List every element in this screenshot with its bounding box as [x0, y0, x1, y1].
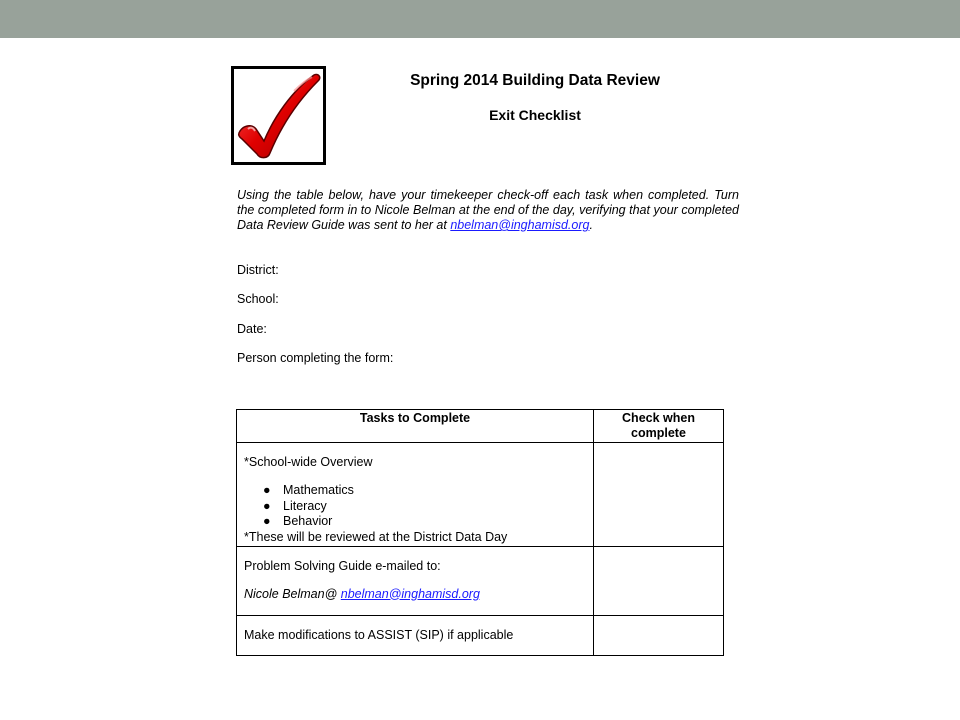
table-row — [237, 546, 724, 615]
list-item-label: Behavior — [283, 514, 333, 528]
instructions-end: . — [589, 218, 593, 232]
instructions-text: Using the table below, have your timekeeper check-off each task when completed. Turn the completed form in to Nicole Belman at the end of the day, verifying that your completed Data Review Guide was sent to her at — [237, 188, 739, 232]
list-item — [263, 499, 586, 515]
table-row — [237, 443, 724, 547]
task-cell — [237, 443, 594, 547]
checkmark-icon — [234, 69, 323, 162]
task-cell — [237, 546, 594, 615]
subject-list — [244, 483, 586, 530]
task-heading: Make modifications to ASSIST (SIP) if applicable — [244, 627, 514, 642]
list-item — [263, 483, 586, 499]
tasks-table — [236, 409, 724, 656]
task-cell — [237, 615, 594, 655]
bullet-icon: ● — [263, 498, 271, 513]
table-row — [237, 615, 724, 655]
recipient-name: Nicole Belman@ — [244, 586, 341, 601]
table-header-row — [237, 410, 724, 443]
instructions-paragraph — [237, 188, 739, 233]
recipient-line — [244, 587, 586, 602]
email-link[interactable]: nbelman@inghamisd.org — [450, 218, 590, 232]
list-item-label: Literacy — [283, 498, 327, 513]
date-field-label: Date: — [237, 322, 267, 336]
bullet-icon: ● — [263, 483, 271, 497]
task-heading: *School-wide Overview — [244, 455, 373, 469]
person-field-label: Person completing the form: — [237, 351, 394, 365]
recipient-email-link[interactable]: nbelman@inghamisd.org — [340, 586, 480, 601]
list-item-label: Mathematics — [283, 483, 354, 497]
check-column-header: Check when complete — [594, 410, 724, 443]
page-title: Spring 2014 Building Data Review — [410, 72, 660, 89]
check-cell[interactable] — [594, 615, 724, 655]
page-subtitle: Exit Checklist — [489, 107, 581, 123]
check-cell[interactable] — [594, 546, 724, 615]
check-cell[interactable] — [594, 443, 724, 547]
checkmark-logo — [231, 66, 326, 165]
top-bar — [0, 0, 960, 38]
tasks-column-header: Tasks to Complete — [237, 410, 594, 443]
task-note: *These will be reviewed at the District Data Day — [244, 529, 508, 544]
list-item — [263, 514, 586, 530]
school-field-label: School: — [237, 292, 279, 306]
district-field-label: District: — [237, 263, 279, 277]
bullet-icon: ● — [263, 514, 271, 528]
task-heading: Problem Solving Guide e-mailed to: — [244, 558, 441, 573]
